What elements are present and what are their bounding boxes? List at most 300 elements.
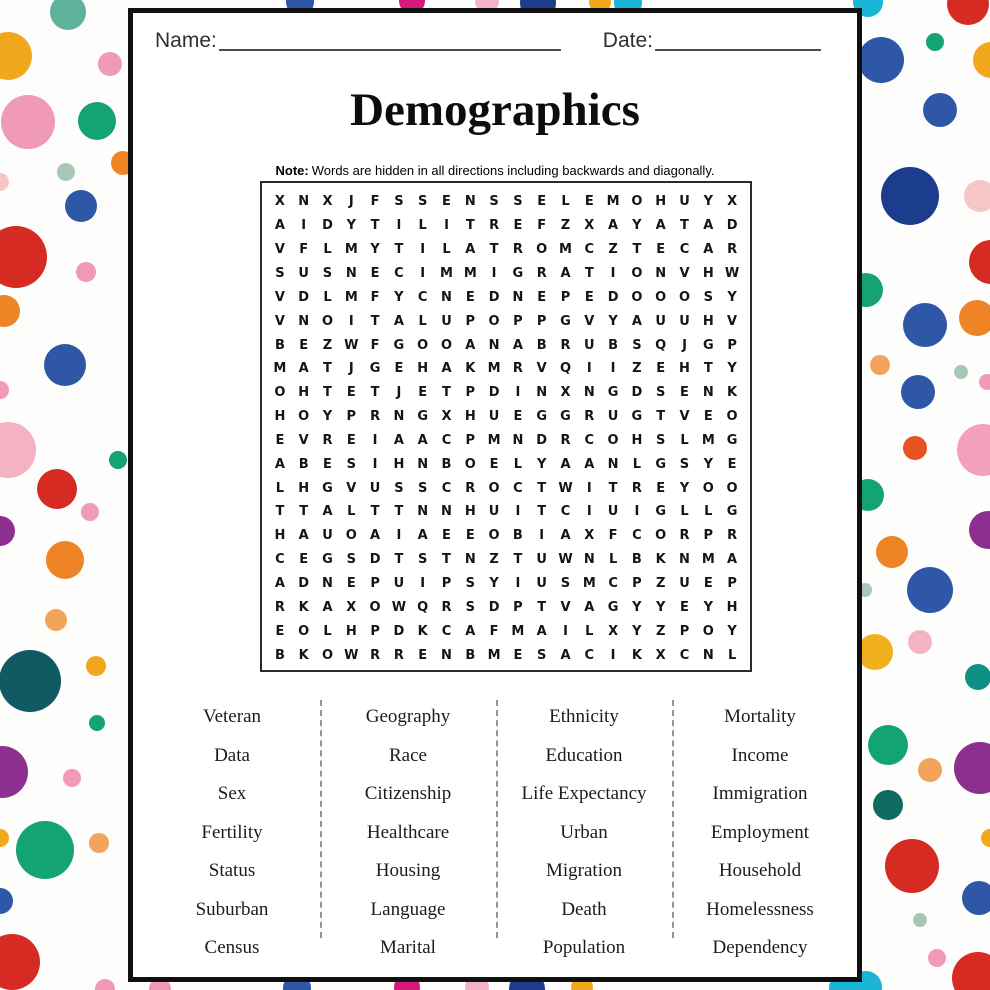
- grid-letter: H: [631, 432, 643, 448]
- grid-letter: E: [465, 289, 475, 305]
- grid-letter: E: [656, 242, 666, 258]
- grid-letter: E: [537, 194, 547, 210]
- grid-letter: A: [465, 337, 476, 353]
- grid-letter: O: [536, 242, 548, 258]
- grid-letter: O: [726, 409, 738, 425]
- grid-letter: R: [322, 432, 333, 448]
- grid-letter: I: [396, 528, 402, 544]
- grid-letter: U: [536, 576, 547, 592]
- grid-letter: U: [393, 576, 405, 592]
- grid-letter: E: [394, 361, 404, 377]
- grid-letter: S: [703, 289, 713, 305]
- polka-dot: [928, 949, 946, 967]
- grid-letter: O: [702, 623, 714, 639]
- grid-letter: T: [513, 552, 523, 568]
- grid-letter: T: [584, 265, 594, 281]
- grid-letter: A: [584, 599, 595, 615]
- grid-letter: I: [420, 265, 426, 281]
- grid-letter: V: [679, 265, 690, 281]
- grid-letter: J: [682, 337, 687, 353]
- word-item: Ethnicity: [549, 706, 619, 728]
- word-item: Life Expectancy: [521, 783, 647, 805]
- grid-letter: I: [610, 361, 616, 377]
- grid-letter: H: [702, 313, 714, 329]
- grid-letter: D: [488, 289, 500, 305]
- grid-letter: T: [323, 385, 332, 401]
- grid-letter: P: [513, 599, 523, 615]
- grid-letter: T: [370, 313, 380, 329]
- grid-letter: E: [656, 480, 666, 496]
- grid-letter: R: [441, 599, 452, 615]
- grid-letter: E: [656, 361, 666, 377]
- grid-letter: V: [679, 409, 690, 425]
- grid-letter: I: [420, 242, 426, 258]
- word-item: Migration: [546, 860, 622, 882]
- polka-dot: [0, 516, 15, 546]
- grid-letter: J: [348, 361, 354, 377]
- grid-letter: N: [583, 385, 595, 401]
- grid-letter: G: [322, 480, 333, 496]
- grid-letter: R: [274, 599, 285, 615]
- grid-letter: L: [275, 480, 285, 496]
- grid-letter: R: [512, 361, 523, 377]
- name-line: [219, 25, 561, 51]
- polka-dot: [57, 163, 75, 181]
- grid-letter: A: [465, 242, 476, 258]
- grid-letter: R: [727, 528, 738, 544]
- grid-letter: I: [420, 576, 426, 592]
- grid-letter: G: [322, 552, 333, 568]
- grid-letter: M: [559, 242, 572, 258]
- grid-letter: U: [369, 480, 381, 496]
- grid-letter: K: [727, 385, 738, 401]
- grid-letter: W: [558, 480, 573, 496]
- grid-letter: A: [465, 623, 476, 639]
- grid-letter: P: [465, 313, 476, 329]
- grid-letter: I: [515, 385, 521, 401]
- grid-letter: K: [298, 599, 309, 615]
- grid-letter: X: [322, 194, 333, 210]
- grid-letter: R: [370, 409, 381, 425]
- grid-letter: L: [585, 623, 594, 639]
- grid-letter: G: [393, 337, 405, 353]
- grid-letter: M: [344, 242, 358, 258]
- word-item: Status: [208, 860, 256, 882]
- grid-letter: Y: [632, 623, 642, 639]
- grid-letter: E: [680, 599, 689, 615]
- grid-letter: R: [679, 528, 690, 544]
- grid-letter: Y: [703, 456, 713, 472]
- grid-letter: A: [536, 623, 547, 639]
- grid-letter: Y: [727, 361, 737, 377]
- grid-letter: O: [488, 528, 500, 544]
- column-separator: [496, 700, 498, 938]
- grid-letter: T: [323, 361, 332, 377]
- grid-letter: F: [537, 218, 547, 234]
- grid-letter: O: [345, 528, 357, 544]
- grid-letter: E: [465, 528, 475, 544]
- word-item: Dependency: [712, 937, 808, 959]
- grid-letter: C: [584, 647, 595, 663]
- grid-letter: A: [322, 599, 333, 615]
- grid-letter: Y: [632, 599, 642, 615]
- grid-letter: T: [442, 552, 451, 568]
- grid-letter: E: [418, 385, 428, 401]
- grid-letter: I: [372, 432, 378, 448]
- grid-letter: G: [607, 599, 619, 615]
- grid-letter: G: [631, 409, 643, 425]
- grid-letter: Z: [632, 361, 642, 377]
- grid-letter: L: [608, 552, 618, 568]
- grid-letter: H: [393, 456, 405, 472]
- word-item: Veteran: [202, 706, 262, 728]
- polka-dot: [0, 650, 61, 712]
- grid-letter: G: [655, 456, 667, 472]
- grid-letter: U: [679, 576, 690, 592]
- word-item: Mortality: [724, 706, 796, 728]
- grid-letter: N: [441, 289, 452, 305]
- grid-letter: A: [393, 432, 404, 448]
- polka-dot: [0, 422, 36, 478]
- grid-letter: M: [487, 647, 501, 663]
- grid-letter: I: [444, 218, 449, 234]
- grid-letter: H: [417, 361, 429, 377]
- grid-letter: N: [322, 576, 333, 592]
- grid-letter: T: [442, 385, 451, 401]
- polka-dot: [881, 167, 939, 225]
- grid-letter: V: [274, 313, 285, 329]
- grid-letter: E: [418, 647, 428, 663]
- grid-letter: A: [560, 265, 571, 281]
- grid-letter: U: [441, 313, 452, 329]
- grid-letter: A: [393, 313, 404, 329]
- grid-letter: H: [274, 528, 286, 544]
- grid-letter: O: [702, 480, 714, 496]
- grid-letter: F: [608, 528, 618, 544]
- polka-dot: [98, 52, 122, 76]
- grid-letter: K: [298, 647, 309, 663]
- grid-letter: D: [298, 289, 310, 305]
- grid-letter: I: [563, 623, 568, 639]
- polka-dot: [16, 821, 74, 879]
- polka-dot: [962, 881, 990, 915]
- grid-letter: X: [655, 647, 666, 663]
- grid-letter: A: [298, 361, 309, 377]
- grid-letter: F: [370, 337, 380, 353]
- grid-letter: O: [417, 337, 429, 353]
- grid-letter: N: [393, 409, 405, 425]
- grid-letter: G: [702, 337, 714, 353]
- grid-letter: R: [560, 432, 571, 448]
- grid-letter: A: [703, 242, 714, 258]
- grid-letter: Z: [489, 552, 499, 568]
- grid-letter: L: [323, 242, 332, 258]
- grid-letter: N: [512, 432, 524, 448]
- polka-dot: [0, 829, 9, 847]
- grid-letter: X: [441, 409, 452, 425]
- grid-letter: A: [274, 456, 285, 472]
- word-item: Employment: [710, 821, 810, 843]
- word-item: Data: [214, 744, 250, 766]
- grid-letter: O: [488, 480, 500, 496]
- grid-letter: G: [655, 504, 667, 520]
- grid-letter: E: [727, 456, 737, 472]
- grid-letter: A: [441, 361, 452, 377]
- grid-letter: I: [586, 480, 592, 496]
- grid-letter: C: [679, 242, 690, 258]
- grid-letter: U: [607, 504, 619, 520]
- grid-letter: P: [560, 289, 571, 305]
- grid-letter: E: [299, 552, 309, 568]
- grid-letter: E: [275, 432, 285, 448]
- grid-letter: I: [539, 528, 545, 544]
- grid-letter: S: [418, 552, 428, 568]
- grid-letter: W: [391, 599, 407, 615]
- grid-letter: S: [489, 194, 499, 210]
- grid-letter: R: [631, 480, 642, 496]
- grid-letter: I: [634, 504, 640, 520]
- grid-letter: T: [537, 480, 547, 496]
- grid-letter: S: [679, 456, 690, 472]
- grid-letter: V: [274, 289, 285, 305]
- name-label: Name:: [155, 28, 217, 52]
- grid-letter: O: [655, 289, 667, 305]
- worksheet-page: [128, 8, 862, 982]
- grid-letter: T: [370, 218, 380, 234]
- grid-letter: N: [679, 552, 690, 568]
- grid-letter: S: [656, 385, 666, 401]
- grid-letter: G: [560, 409, 571, 425]
- grid-letter: T: [703, 361, 713, 377]
- word-column: [144, 698, 320, 968]
- word-item: Healthcare: [366, 821, 450, 843]
- grid-letter: I: [586, 361, 592, 377]
- grid-letter: D: [536, 432, 548, 448]
- polka-dot: [868, 725, 908, 765]
- grid-letter: U: [488, 504, 500, 520]
- polka-dot: [965, 664, 990, 690]
- grid-letter: A: [298, 528, 309, 544]
- grid-letter: Z: [608, 242, 618, 258]
- grid-letter: O: [655, 528, 667, 544]
- polka-dot: [0, 934, 40, 990]
- grid-letter: T: [394, 552, 404, 568]
- polka-dot: [885, 839, 939, 893]
- grid-letter: S: [560, 576, 571, 592]
- polka-dot: [1, 95, 55, 149]
- grid-letter: O: [464, 456, 476, 472]
- grid-letter: D: [631, 385, 643, 401]
- grid-letter: O: [631, 194, 643, 210]
- grid-letter: H: [679, 361, 690, 377]
- grid-letter: E: [584, 289, 594, 305]
- polka-dot: [923, 93, 957, 127]
- grid-letter: X: [346, 599, 357, 615]
- grid-letter: L: [323, 289, 332, 305]
- grid-letter: Y: [536, 456, 547, 472]
- word-item: Urban: [560, 821, 608, 843]
- grid-letter: B: [274, 647, 285, 663]
- polka-dot: [952, 952, 990, 990]
- word-search-grid: [260, 181, 752, 672]
- grid-letter: E: [346, 576, 356, 592]
- grid-letter: J: [396, 385, 402, 401]
- grid-letter: C: [584, 242, 595, 258]
- grid-letter: C: [513, 480, 523, 496]
- polka-dot: [918, 758, 942, 782]
- word-item: Marital: [380, 937, 436, 959]
- grid-letter: T: [370, 504, 380, 520]
- grid-letter: C: [608, 576, 618, 592]
- polka-dot: [44, 344, 86, 386]
- grid-letter: U: [679, 194, 690, 210]
- grid-letter: I: [515, 504, 521, 520]
- grid-letter: N: [607, 456, 619, 472]
- grid-letter: N: [298, 313, 310, 329]
- grid-letter: F: [489, 623, 499, 639]
- grid-letter: E: [489, 456, 499, 472]
- grid-letter: N: [464, 194, 476, 210]
- grid-letter: B: [298, 456, 309, 472]
- grid-letter: V: [560, 599, 571, 615]
- grid-letter: D: [607, 289, 619, 305]
- grid-letter: N: [536, 385, 548, 401]
- grid-letter: X: [584, 218, 595, 234]
- grid-letter: V: [274, 242, 285, 258]
- polka-dot: [0, 381, 9, 399]
- polka-dot: [81, 503, 99, 521]
- polka-dot: [969, 240, 990, 284]
- grid-letter: D: [488, 385, 500, 401]
- polka-dot: [89, 715, 105, 731]
- grid-letter: G: [417, 409, 429, 425]
- grid-letter: M: [344, 289, 358, 305]
- grid-letter: S: [632, 337, 642, 353]
- grid-letter: B: [631, 552, 642, 568]
- word-item: Suburban: [195, 898, 269, 920]
- grid-letter: S: [322, 265, 333, 281]
- grid-letter: N: [441, 504, 452, 520]
- grid-letter: D: [393, 623, 405, 639]
- grid-letter: I: [396, 218, 402, 234]
- grid-letter: I: [372, 456, 378, 472]
- word-item: Citizenship: [364, 783, 452, 805]
- grid-letter: L: [323, 623, 332, 639]
- grid-letter: B: [274, 337, 285, 353]
- grid-letter: J: [348, 194, 354, 210]
- grid-letter: U: [584, 337, 595, 353]
- grid-letter: C: [560, 504, 571, 520]
- grid-letter: R: [489, 218, 500, 234]
- grid-letter: E: [275, 623, 285, 639]
- grid-letter: K: [631, 647, 642, 663]
- grid-letter: M: [511, 623, 525, 639]
- grid-letter: T: [394, 242, 404, 258]
- grid-letter: A: [560, 528, 571, 544]
- grid-letter: L: [418, 218, 427, 234]
- grid-letter: Z: [655, 623, 666, 639]
- polka-dot: [959, 300, 990, 336]
- grid-letter: E: [442, 194, 451, 210]
- grid-letter: S: [346, 552, 356, 568]
- grid-letter: O: [440, 337, 453, 353]
- grid-letter: Q: [655, 337, 667, 353]
- grid-letter: A: [512, 337, 523, 353]
- polka-dot: [76, 262, 96, 282]
- grid-letter: N: [655, 265, 667, 281]
- grid-letter: S: [275, 265, 285, 281]
- grid-letter: P: [370, 623, 380, 639]
- grid-letter: P: [727, 337, 737, 353]
- grid-letter: L: [513, 456, 523, 472]
- grid-letter: R: [727, 242, 738, 258]
- grid-letter: P: [370, 576, 380, 592]
- grid-letter: H: [345, 623, 357, 639]
- date-line: [655, 25, 821, 51]
- word-item: Income: [731, 744, 789, 766]
- grid-letter: I: [491, 265, 497, 281]
- grid-letter: H: [726, 599, 738, 615]
- grid-letter: R: [465, 480, 476, 496]
- grid-letter: H: [464, 504, 476, 520]
- polka-dot: [0, 32, 32, 80]
- grid-letter: S: [418, 194, 428, 210]
- grid-letter: K: [417, 623, 428, 639]
- word-item: Immigration: [712, 783, 808, 805]
- polka-dot: [0, 226, 47, 288]
- polka-dot: [947, 0, 989, 25]
- polka-dot: [109, 451, 127, 469]
- grid-letter: W: [724, 265, 740, 281]
- grid-letter: I: [348, 313, 354, 329]
- polka-dot: [50, 0, 86, 30]
- grid-letter: N: [464, 552, 476, 568]
- header-row: [155, 25, 821, 54]
- grid-letter: P: [441, 576, 452, 592]
- grid-letter: I: [610, 265, 616, 281]
- grid-letter: O: [321, 647, 334, 663]
- grid-letter: E: [537, 289, 547, 305]
- grid-letter: P: [703, 528, 714, 544]
- grid-letter: O: [726, 480, 738, 496]
- column-separator: [672, 700, 674, 938]
- grid-letter: M: [701, 432, 715, 448]
- grid-letter: A: [417, 432, 428, 448]
- grid-letter: L: [680, 432, 689, 448]
- word-item: Housing: [375, 860, 441, 882]
- grid-letter: O: [607, 432, 619, 448]
- grid-letter: O: [298, 409, 310, 425]
- grid-letter: U: [488, 409, 500, 425]
- grid-letter: V: [536, 361, 547, 377]
- grid-letter: Y: [703, 194, 713, 210]
- page-title: Demographics: [350, 84, 640, 136]
- grid-letter: Y: [322, 409, 333, 425]
- grid-letter: M: [487, 361, 501, 377]
- polka-dot: [89, 833, 109, 853]
- grid-letter: O: [631, 289, 643, 305]
- grid-letter: W: [344, 647, 359, 663]
- grid-letter: Z: [322, 337, 333, 353]
- grid-letter: U: [298, 265, 309, 281]
- grid-letter: M: [606, 194, 620, 210]
- grid-letter: E: [703, 576, 713, 592]
- grid-letter: V: [727, 313, 738, 329]
- grid-letter: F: [370, 289, 380, 305]
- grid-letter: L: [727, 647, 737, 663]
- polka-dot: [37, 469, 77, 509]
- grid-letter: A: [631, 313, 642, 329]
